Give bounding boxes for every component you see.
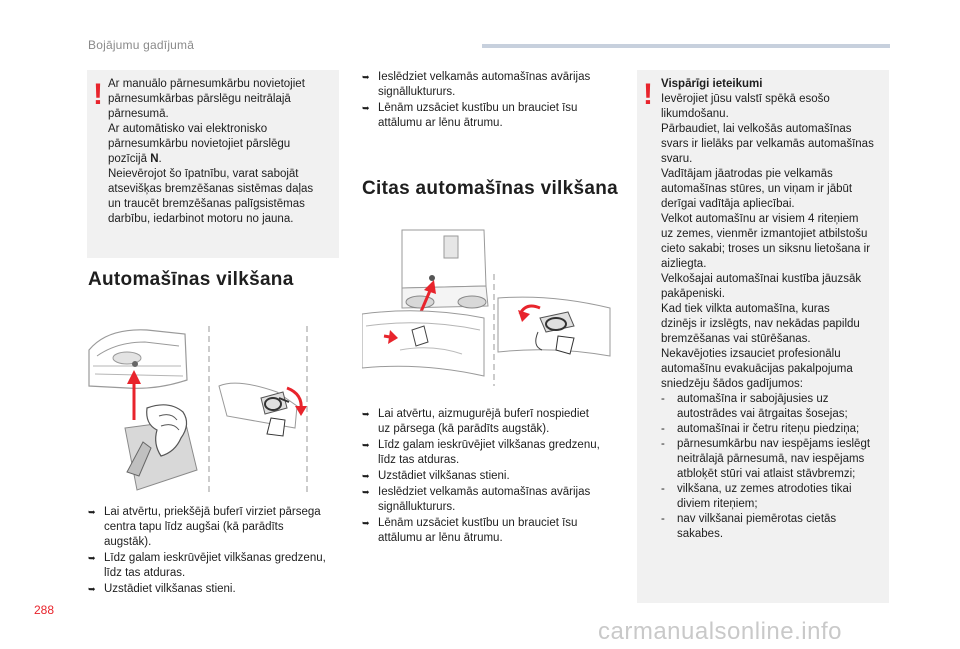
warning-line: un traucēt bremzēšanas palīgsistēmas: [108, 198, 305, 210]
towing-other-steps: [362, 407, 626, 547]
header-bar: [482, 44, 890, 48]
case-line: autostrādes vai ātrgaitas šosejas;: [677, 408, 848, 420]
advice-line: automašīnu evakuācijas pakalpojuma: [661, 363, 853, 375]
step-line: Lēnām uzsāciet kustību un brauciet īsu: [378, 102, 578, 114]
list-item: [362, 407, 626, 437]
case-line: sakabes.: [677, 528, 724, 540]
advice-line: Vadītājam jāatrodas pie velkamās: [661, 168, 833, 180]
list-item: [661, 512, 887, 542]
advice-cases-list: [661, 392, 887, 542]
advice-line: svars ir lielāks par velkamās automašīnas: [661, 138, 874, 150]
arrow-bullet-icon: ➥: [362, 471, 370, 481]
step-line: attālumu ar lēnu ātrumu.: [378, 532, 503, 544]
warning-line: pozīcijā: [108, 153, 151, 165]
section-title-towing-your-vehicle: Automašīnas vilkšana: [88, 269, 294, 290]
arrow-bullet-icon: ➥: [362, 487, 370, 497]
arrow-bullet-icon: ➥: [362, 409, 370, 419]
list-item: [88, 505, 346, 550]
advice-line: sniedzēju šādos gadījumos:: [661, 378, 803, 390]
arrow-bullet-icon: ➥: [88, 553, 96, 563]
step-line: Lai atvērtu, aizmugurējā buferī nospiediet: [378, 408, 589, 420]
list-item: [362, 485, 626, 515]
arrow-bullet-icon: ➥: [362, 518, 370, 528]
warning-line: pārnesumkārbu novietojiet pārslēgu: [108, 138, 291, 150]
warning-line: Neievērojot šo īpatnību, varat sabojāt: [108, 168, 299, 180]
step-line: signālluktururs.: [378, 501, 456, 513]
advice-line: Nekavējoties izsauciet profesionālu: [661, 348, 841, 360]
list-item: [362, 516, 626, 546]
step-line: augstāk).: [104, 536, 152, 548]
dash-bullet: -: [661, 423, 665, 435]
step-line: signālluktururs.: [378, 86, 456, 98]
advice-line: svaru.: [661, 153, 693, 165]
list-item: [362, 101, 624, 131]
towing-your-steps: [88, 505, 346, 598]
rear-towing-illustration: [362, 226, 612, 394]
warning-line: pārnesumā.: [108, 108, 169, 120]
step-line: Uzstādiet vilkšanas stieni.: [378, 470, 510, 482]
front-towing-illustration: [87, 320, 337, 494]
step-line: uz pārsega (kā parādīts augstāk).: [378, 423, 550, 435]
list-item: [88, 582, 346, 597]
arrow-bullet-icon: ➥: [88, 584, 96, 594]
warning-line-position: [108, 152, 336, 167]
advice-line: dzinējs ir izslēgts, nav nekādas papildu: [661, 318, 860, 330]
arrow-bullet-icon: ➥: [362, 72, 370, 82]
advice-line: Velkošajai automašīnai kustība jāuzsāk: [661, 273, 862, 285]
advice-line: Pārbaudiet, lai velkošās automašīnas: [661, 123, 852, 135]
advice-line: cieto sakabi; troses un siksnu lietošana ir: [661, 243, 871, 255]
step-line: Uzstādiet vilkšanas stieni.: [104, 583, 236, 595]
warning-line: atsevišķas bremzēšanas sistēmas daļas: [108, 183, 314, 195]
advice-line: derīgai vadītāja apliecībai.: [661, 198, 795, 210]
warning-box-gearbox: [87, 70, 339, 258]
watermark: carmanualsonline.info: [598, 618, 842, 645]
dash-bullet: -: [661, 438, 665, 450]
exclamation-icon: !: [93, 78, 103, 111]
advice-line: likumdošanu.: [661, 108, 729, 120]
case-line: diviem riteņiem;: [677, 498, 758, 510]
list-item: [661, 422, 887, 437]
arrow-bullet-icon: ➥: [88, 507, 96, 517]
warning-line: darbību, iedarbinot motoru no jauna.: [108, 213, 294, 225]
advice-line: aizliegta.: [661, 258, 707, 270]
step-line: Līdz galam ieskrūvējiet vilkšanas gredzenu,: [104, 552, 326, 564]
step-line: centra tapu līdz augšai (kā parādīts: [104, 521, 284, 533]
advice-line: uz zemes, vienmēr izmantojiet atbilstošu: [661, 228, 868, 240]
step-line: attālumu ar lēnu ātrumu.: [378, 117, 503, 129]
step-line: Ieslēdziet velkamās automašīnas avārijas: [378, 71, 591, 83]
step-line: līdz tas atduras.: [378, 454, 460, 466]
step-line: Lai atvērtu, priekšējā buferī virziet pārsega: [104, 506, 321, 518]
dash-bullet: -: [661, 393, 665, 405]
advice-line: pakāpeniski.: [661, 288, 725, 300]
list-item: [661, 437, 887, 482]
general-advice-box: [637, 70, 889, 603]
dash-bullet: -: [661, 513, 665, 525]
general-advice-title: Vispārīgi ieteikumi: [661, 78, 763, 90]
position-suffix: .: [158, 153, 162, 165]
page-number: 288: [34, 603, 55, 617]
list-item: [362, 438, 626, 468]
list-item: [88, 551, 346, 581]
step-line: Lēnām uzsāciet kustību un brauciet īsu: [378, 517, 578, 529]
case-line: automašīnai ir četru riteņu piedziņa;: [677, 423, 860, 435]
step-line: Ieslēdziet velkamās automašīnas avārijas: [378, 486, 591, 498]
warning-line: Ar manuālo pārnesumkārbu novietojiet: [108, 78, 305, 90]
dash-bullet: -: [661, 483, 665, 495]
list-item: [661, 392, 887, 422]
case-line: neitrālajā pārnesumā, nav iespējams: [677, 453, 865, 465]
advice-line: bremzēšanas vai stūrēšanas.: [661, 333, 811, 345]
list-item: [362, 70, 624, 100]
case-line: atbloķēt stūri vai atlaist stāvbremzi;: [677, 468, 856, 480]
advice-line: Kad tiek vilkta automašīna, kuras: [661, 303, 830, 315]
warning-gearbox-text: [108, 77, 336, 227]
list-item: [661, 482, 887, 512]
case-line: pārnesumkārbu nav iespējams ieslēgt: [677, 438, 871, 450]
warning-line: pārnesumkārbas pārslēgu neitrālajā: [108, 93, 291, 105]
towing-your-steps-continued: [362, 70, 624, 132]
advice-line: automašīnas stūres, un viņam ir jābūt: [661, 183, 853, 195]
case-line: nav vilkšanai piemērotas cietās: [677, 513, 837, 525]
advice-line: Velkot automašīnu ar visiem 4 riteņiem: [661, 213, 859, 225]
exclamation-icon: !: [643, 78, 653, 111]
case-line: vilkšana, uz zemes atrodoties tikai: [677, 483, 852, 495]
gear-position-n: N: [150, 153, 159, 165]
warning-line: Ar automātisko vai elektronisko: [108, 123, 268, 135]
general-advice-text: [661, 77, 887, 542]
step-line: līdz tas atduras.: [104, 567, 186, 579]
section-title-towing-another-vehicle: Citas automašīnas vilkšana: [362, 178, 618, 199]
step-line: Līdz galam ieskrūvējiet vilkšanas gredzenu,: [378, 439, 600, 451]
section-header: Bojājumu gadījumā: [88, 38, 195, 52]
arrow-bullet-icon: ➥: [362, 440, 370, 450]
advice-line: Ievērojiet jūsu valstī spēkā esošo: [661, 93, 830, 105]
list-item: [362, 469, 626, 484]
case-line: automašīna ir sabojājusies uz: [677, 393, 829, 405]
arrow-bullet-icon: ➥: [362, 103, 370, 113]
